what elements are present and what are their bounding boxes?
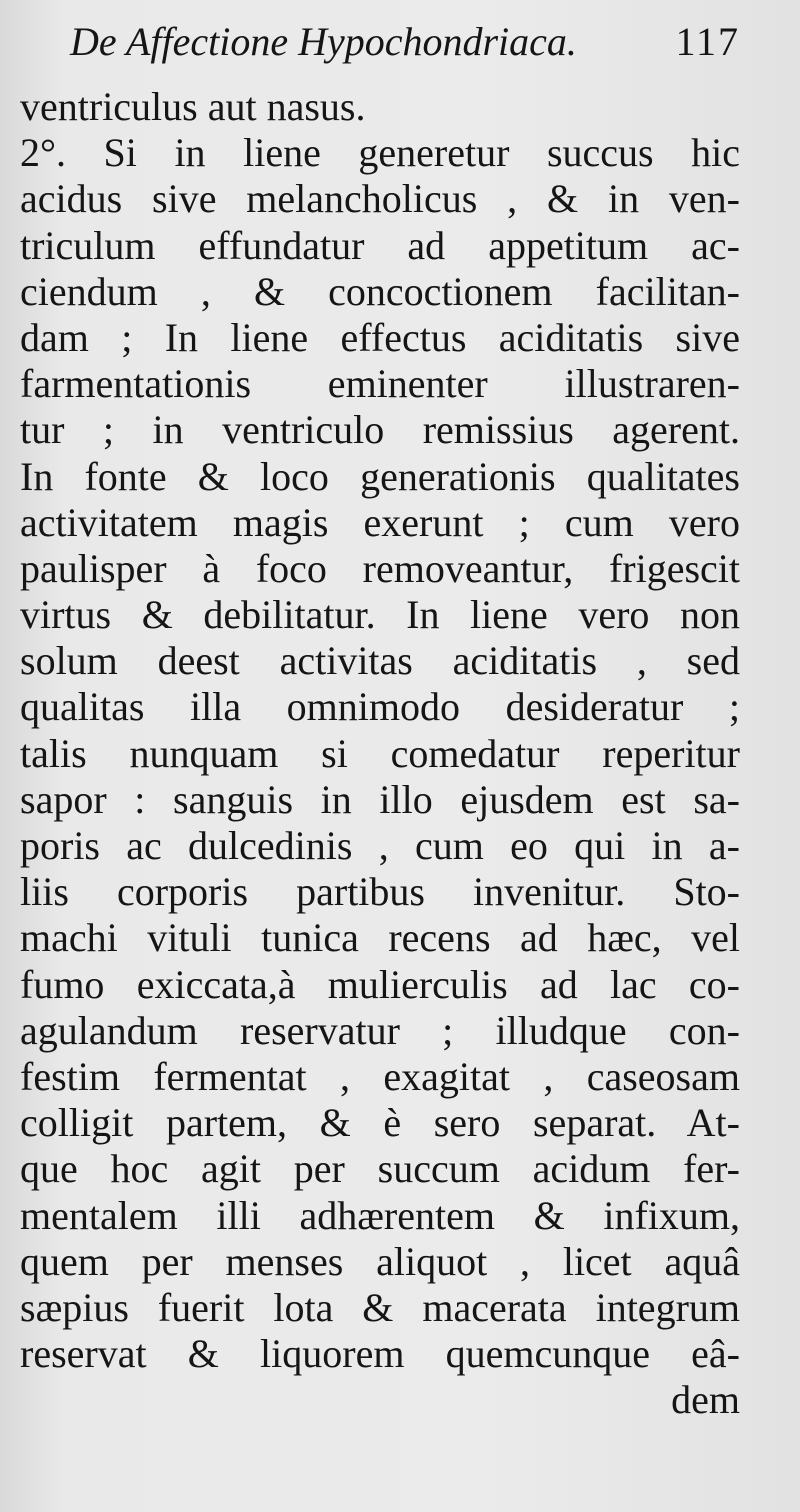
text-line: talis nunquam si comedatur reperitur — [20, 730, 740, 776]
text-line: activitatem magis exerunt ; cum vero — [20, 499, 740, 545]
text-line: reservat & liquorem quemcunque eâ- — [20, 1331, 740, 1377]
text-line: colligit partem, & è sero separat. At- — [20, 1100, 740, 1146]
running-head: De Affectione Hypochondriaca. — [70, 19, 577, 64]
text-line: 2°. Si in liene generetur succus hic — [20, 130, 740, 176]
text-line: tur ; in ventriculo remissius agerent. — [20, 407, 740, 453]
catchword: dem — [671, 1377, 740, 1423]
text-line: liis corporis partibus invenitur. Sto- — [20, 869, 740, 915]
text-line: agulandum reservatur ; illudque con- — [20, 1007, 740, 1053]
text-line: festim fermentat , exagitat , caseosam — [20, 1053, 740, 1099]
text-line: mentalem illi adhærentem & infixum, — [20, 1192, 740, 1238]
page-header — [70, 18, 740, 88]
page-number: 117 — [675, 19, 740, 64]
text-line: dam ; In liene effectus aciditatis sive — [20, 314, 740, 360]
text-line: paulisper à foco removeantur, frigescit — [20, 545, 740, 591]
text-line: In fonte & loco generationis qualitates — [20, 453, 740, 499]
text-line: sapor : sanguis in illo ejusdem est sa- — [20, 776, 740, 822]
body-text — [20, 84, 740, 1423]
text-line: ventriculus aut nasus. — [20, 84, 366, 129]
text-line: machi vituli tunica recens ad hæc, vel — [20, 915, 740, 961]
text-line: fumo exiccata,à mulierculis ad lac co- — [20, 961, 740, 1007]
text-line: farmentationis eminenter illustraren- — [20, 361, 740, 407]
text-line: que hoc agit per succum acidum fer- — [20, 1146, 740, 1192]
text-line: poris ac dulcedinis , cum eo qui in a- — [20, 823, 740, 868]
text-line: solum deest activitas aciditatis , sed — [20, 638, 740, 684]
text-line: ciendum , & concoctionem facilitan- — [20, 268, 740, 314]
text-line: quem per menses aliquot , licet aquâ — [20, 1238, 740, 1284]
text-line: acidus sive melancholicus , & in ven- — [20, 176, 740, 222]
text-line: virtus & debilitatur. In liene vero non — [20, 592, 740, 638]
text-line: triculum effundatur ad appetitum ac- — [20, 222, 740, 268]
text-line: qualitas illa omnimodo desideratur ; — [20, 684, 740, 730]
text-line: sæpius fuerit lota & macerata integrum — [20, 1284, 740, 1330]
